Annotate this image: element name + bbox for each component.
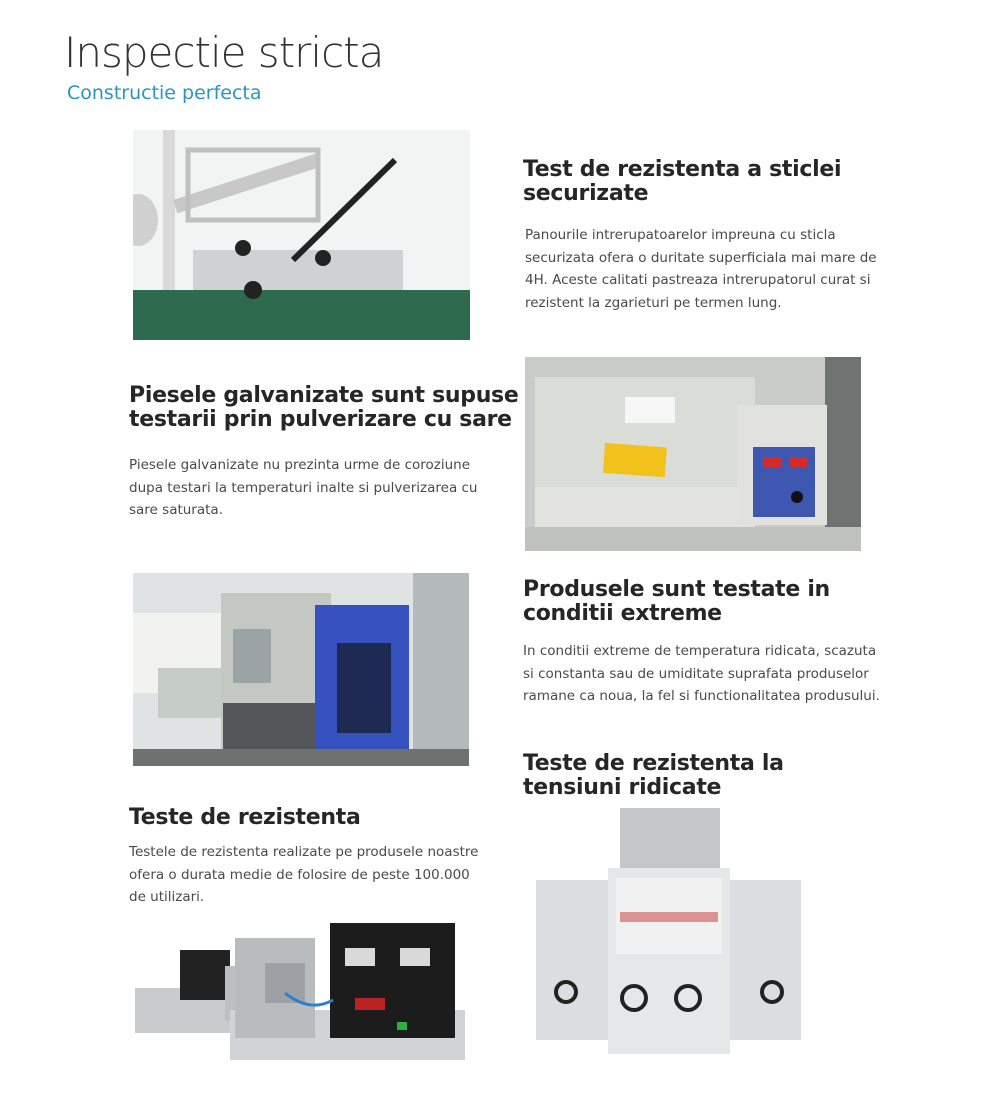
text-line: sare saturata. — [129, 502, 223, 518]
section-title-line: securizate — [523, 181, 649, 206]
pencil-hardness-tester-photo — [133, 130, 470, 340]
section-title-glass — [523, 158, 943, 206]
section-title-line: Test de rezistenta a sticlei — [523, 157, 842, 182]
section-title-line: conditii extreme — [523, 601, 722, 626]
section-title-line: Piesele galvanizate sunt supuse — [129, 383, 519, 408]
text-line: Panourile intrerupatoarelor impreuna cu sticla — [525, 227, 836, 243]
text-line: ramane ca noua, la fel si functionalitatea produsului. — [523, 688, 880, 704]
text-line: securizata ofera o duritate superficiala mai mare de — [525, 249, 877, 266]
section-title-extreme-conditions — [523, 578, 943, 626]
section-title-line: Teste de rezistenta la — [523, 751, 784, 776]
endurance-testers-photo — [135, 918, 465, 1063]
text-line: rezistent la zgarieturi pe termen lung. — [525, 294, 782, 311]
text-line: Testele de rezistenta realizate pe produsele noastre — [129, 844, 479, 860]
text-line: In conditii extreme de temperatura ridicata, scazuta — [523, 643, 877, 659]
text-line: si constanta sau de umiditate suprafata produselor — [523, 665, 869, 682]
section-text-extreme-conditions — [523, 640, 943, 708]
section-text-salt-spray — [129, 454, 509, 522]
section-title-endurance — [129, 806, 519, 830]
page-title: Inspectie stricta — [64, 28, 384, 77]
section-title-line: tensiuni ridicate — [523, 775, 722, 800]
section-title-high-voltage — [523, 752, 943, 800]
section-title-line: testarii prin pulverizare cu sare — [129, 407, 512, 432]
section-title-line: Teste de rezistenta — [129, 805, 361, 830]
page-subtitle: Constructie perfecta — [67, 82, 262, 104]
section-text-glass — [525, 224, 925, 314]
section-title-salt-spray — [129, 384, 519, 432]
text-line: dupa testari la temperaturi inalte si pulverizarea cu — [129, 479, 478, 496]
high-voltage-testers-photo — [536, 808, 801, 1064]
text-line: 4H. Aceste calitati pastreaza intrerupatorul curat si — [525, 272, 871, 288]
text-line: de utilizari. — [129, 889, 205, 905]
salt-spray-chamber-photo — [525, 357, 861, 551]
section-text-endurance — [129, 841, 509, 909]
text-line: ofera o durata medie de folosire de peste 100.000 — [129, 866, 470, 883]
text-line: Piesele galvanizate nu prezinta urme de coroziune — [129, 457, 471, 473]
climate-chambers-photo — [133, 573, 469, 766]
section-title-line: Produsele sunt testate in — [523, 577, 830, 602]
